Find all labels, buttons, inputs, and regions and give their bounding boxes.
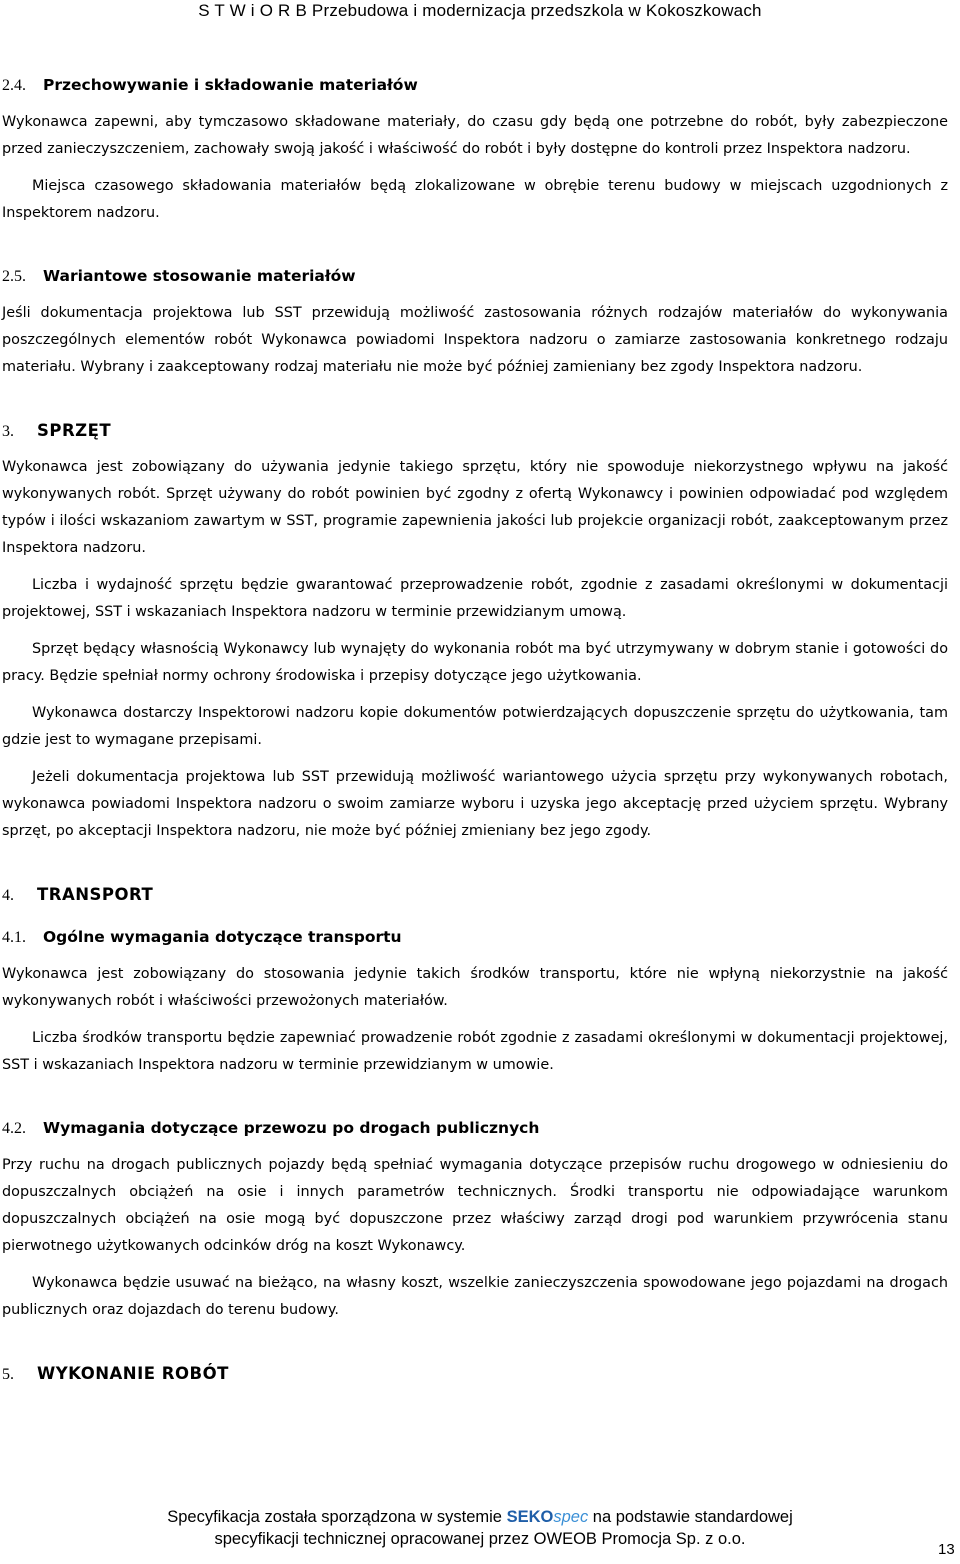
section-title: TRANSPORT bbox=[37, 885, 154, 904]
paragraph: Miejsca czasowego składowania materiałów będą zlokalizowane w obrębie terenu budowy w miejscach uzgodnionych z Inspektorem nadzoru. bbox=[2, 178, 948, 221]
section-title: Przechowywanie i składowanie materiałów bbox=[43, 76, 418, 94]
section-title: Wymagania dotyczące przewozu po drogach publicznych bbox=[43, 1119, 540, 1137]
section-title: WYKONANIE ROBÓT bbox=[37, 1364, 229, 1383]
paragraph: Przy ruchu na drogach publicznych pojazdy będą spełniać wymagania dotyczące przepisów ruchu drogowego w odniesieniu do dopuszczalnych obciążeń na osie i innych parametrów technicznych. Środki transportu nie odpowiadające warunkom dopuszczalnych obciążeń na osie mogą być dopuszczone przez właściwy zarząd drogi pod warunkiem przywrócenia stanu pierwotnego użytkowanych odcinków dróg na koszt Wykonawcy. bbox=[2, 1157, 948, 1254]
section-heading-5 bbox=[2, 1360, 948, 1387]
paragraph: Wykonawca zapewni, aby tymczasowo składowane materiały, do czasu gdy będą one potrzebne do robót, były zabezpieczone przed zanieczyszczeniem, zachowały swoją jakość i właściwość do robót i były dostępne do kontroli przez Inspektora nadzoru. bbox=[2, 114, 948, 157]
paragraph: Sprzęt będący własnością Wykonawcy lub wynajęty do wykonania robót ma być utrzymywany w dobrym stanie i gotowości do pracy. Będzie spełniał normy ochrony środowiska i przepisy dotyczące jego użytkowania. bbox=[2, 641, 948, 684]
section-heading-2-4 bbox=[2, 72, 948, 99]
section-number: 2.5. bbox=[2, 268, 26, 285]
section-heading-4-1 bbox=[2, 924, 948, 951]
page-number: 13 bbox=[938, 1541, 955, 1558]
paragraph: Jeżeli dokumentacja projektowa lub SST przewidują możliwość wariantowego użycia sprzętu przy wykonywanych robotach, wykonawca powiadomi Inspektora nadzoru o swoim zamiarze wyboru i uzyska jego akceptację przed użyciem sprzętu. Wybrany sprzęt, po akceptacji Inspektora nadzoru, nie może być później zmieniany bez jego zgody. bbox=[2, 769, 948, 839]
paragraph: Liczba środków transportu będzie zapewniać prowadzenie robót zgodnie z zasadami określonymi w dokumentacji projektowej, SST i wskazaniach Inspektora nadzoru w terminie przewidzianym w umowie. bbox=[2, 1030, 948, 1073]
section-number: 4. bbox=[2, 887, 14, 904]
paragraph: Wykonawca dostarczy Inspektorowi nadzoru kopie dokumentów potwierdzających dopuszczenie sprzętu do użytkowania, tam gdzie jest to wymagane przepisami. bbox=[2, 705, 948, 748]
footer-line-1 bbox=[0, 1506, 960, 1528]
section-heading-4 bbox=[2, 881, 948, 908]
section-heading-4-2 bbox=[2, 1115, 948, 1142]
document-body bbox=[2, 72, 948, 1387]
section-number: 4.1. bbox=[2, 929, 26, 946]
section-number: 4.2. bbox=[2, 1120, 26, 1137]
paragraph: Wykonawca jest zobowiązany do stosowania jedynie takich środków transportu, które nie wpłyną niekorzystnie na jakość wykonywanych robót i właściwości przewożonych materiałów. bbox=[2, 966, 948, 1009]
section-number: 5. bbox=[2, 1366, 14, 1383]
footer-text: Specyfikacja została sporządzona w systemie bbox=[167, 1508, 502, 1526]
running-header: S T W i O R B Przebudowa i modernizacja przedszkola w Kokoszkowach bbox=[198, 1, 762, 20]
page-footer bbox=[0, 1506, 960, 1550]
section-heading-2-5 bbox=[2, 263, 948, 290]
section-heading-3 bbox=[2, 417, 948, 444]
brand-spec: spec bbox=[553, 1508, 589, 1526]
paragraph: Jeśli dokumentacja projektowa lub SST przewidują możliwość zastosowania różnych rodzajów materiałów do wykonywania poszczególnych elementów robót Wykonawca powiadomi Inspektora nadzoru o zamiarze zastosowania konkretnego rodzaju materiału. Wybrany i zaakceptowany rodzaj materiału nie może być później zamieniany bez zgody Inspektora nadzoru. bbox=[2, 305, 948, 375]
section-title: SPRZĘT bbox=[37, 421, 112, 440]
section-title: Wariantowe stosowanie materiałów bbox=[43, 267, 356, 285]
section-number: 3. bbox=[2, 423, 14, 440]
paragraph: Wykonawca jest zobowiązany do używania jedynie takiego sprzętu, który nie spowoduje niekorzystnego wpływu na jakość wykonywanych robót. Sprzęt używany do robót powinien być zgodny z ofertą Wykonawcy i powinien odpowiadać pod względem typów i ilości wskazaniom zawartym w SST, programie zapewnienia jakości lub projekcie organizacji robót, zaakceptowanym przez Inspektora nadzoru. bbox=[2, 459, 948, 556]
brand-seko: SEKO bbox=[506, 1508, 554, 1526]
paragraph: Wykonawca będzie usuwać na bieżąco, na własny koszt, wszelkie zanieczyszczenia spowodowane jego pojazdami na drogach publicznych oraz dojazdach do terenu budowy. bbox=[2, 1275, 948, 1318]
sekospec-logo bbox=[507, 1508, 589, 1526]
footer-line-2: specyfikacji technicznej opracowanej przez OWEOB Promocja Sp. z o.o. bbox=[214, 1530, 746, 1548]
paragraph: Liczba i wydajność sprzętu będzie gwarantować przeprowadzenie robót, zgodnie z zasadami określonymi w dokumentacji projektowej, SST i wskazaniach Inspektora nadzoru w terminie przewidzianym umową. bbox=[2, 577, 948, 620]
footer-text: na podstawie standardowej bbox=[592, 1508, 793, 1526]
section-title: Ogólne wymagania dotyczące transportu bbox=[43, 928, 402, 946]
section-number: 2.4. bbox=[2, 77, 26, 94]
